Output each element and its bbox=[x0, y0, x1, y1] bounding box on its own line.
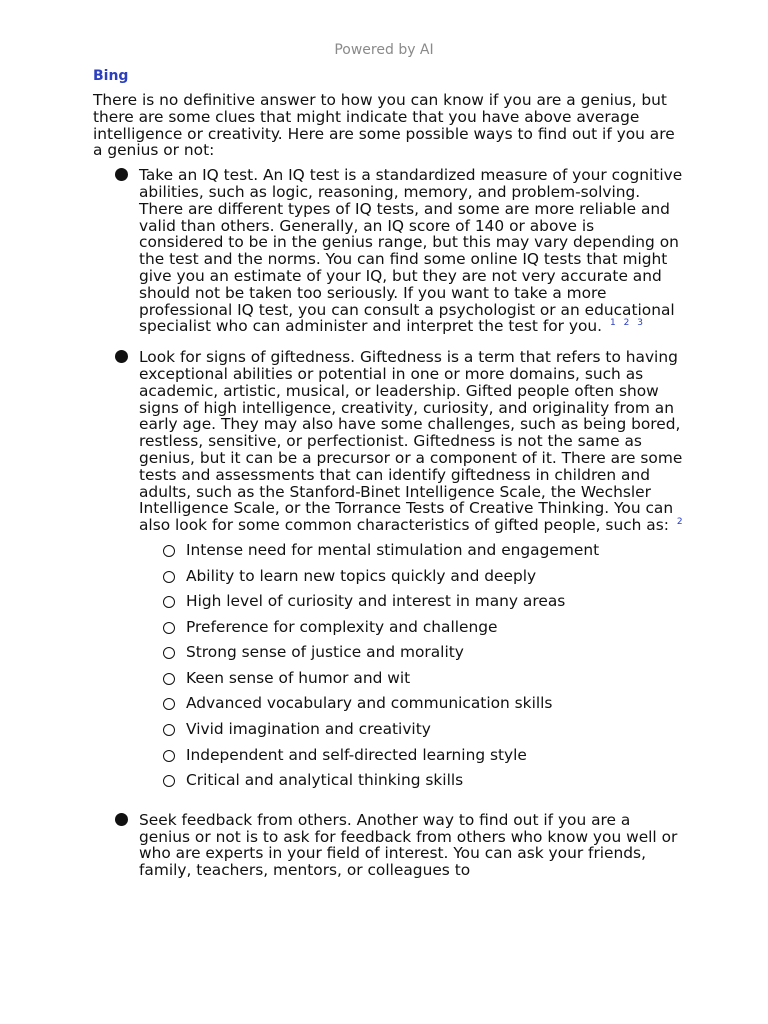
citation-link[interactable]: 2 bbox=[676, 517, 683, 527]
list-item bbox=[93, 349, 683, 798]
intro-paragraph: There is no definitive answer to how you can know if you are a genius, but there are some clues that might indicate that you have above average intelligence or creativity. Here are some possible ways to find out if you are a genius or not: bbox=[93, 91, 675, 160]
sub-list-item-text: Keen sense of humor and wit bbox=[186, 668, 411, 687]
sub-list-item bbox=[139, 568, 683, 594]
hollow-bullet-icon bbox=[163, 571, 175, 583]
hollow-bullet-icon bbox=[163, 647, 175, 659]
hollow-bullet-icon bbox=[163, 545, 175, 557]
list-item-text: Take an IQ test. An IQ test is a standardized measure of your cognitive abilities, such as logic, reasoning, memory, and problem-solving. There are different types of IQ tests, and some are more reliable and valid than others. Generally, an IQ score of 140 or above is considered to be in the genius range, but this may vary depending on the test and the norms. You can find some online IQ tests that might give you an estimate of your IQ, but they are not very accurate and should not be taken too seriously. If you want to take a more professional IQ test, you can consult a psychologist or an educational specialist who can administer and interpret the test for you. bbox=[139, 166, 683, 336]
hollow-bullet-icon bbox=[163, 698, 175, 710]
answer-body bbox=[93, 92, 683, 893]
citation-link[interactable]: 2 bbox=[623, 318, 630, 329]
list-item bbox=[93, 167, 683, 335]
hollow-bullet-icon bbox=[163, 724, 175, 736]
sub-list-item bbox=[139, 695, 683, 721]
sub-list-item bbox=[139, 670, 683, 696]
hollow-bullet-icon bbox=[163, 673, 175, 685]
sub-list-item-text: Intense need for mental stimulation and engagement bbox=[186, 540, 600, 559]
sub-list-item bbox=[139, 542, 683, 568]
sub-list-item bbox=[139, 747, 683, 773]
list-item bbox=[93, 812, 683, 879]
bullet-icon bbox=[115, 350, 128, 363]
sub-list-item-text: Independent and self-directed learning style bbox=[186, 745, 527, 764]
hollow-bullet-icon bbox=[163, 622, 175, 634]
sub-list-item bbox=[139, 593, 683, 619]
sub-list-item bbox=[139, 644, 683, 670]
sub-list-item bbox=[139, 721, 683, 747]
main-list bbox=[93, 167, 683, 879]
citation-link[interactable]: 1 bbox=[609, 318, 616, 329]
sub-list-item-text: Advanced vocabulary and communication skills bbox=[186, 694, 553, 713]
sub-list-item bbox=[139, 772, 683, 798]
sub-list-item bbox=[139, 619, 683, 645]
sub-list bbox=[139, 542, 683, 798]
list-item-text: Seek feedback from others. Another way to find out if you are a genius or not is to ask for feedback from others who know you well or who are experts in your field of interest. You can ask your friends, family, teachers, mentors, or colleagues to bbox=[139, 810, 678, 880]
sub-list-item-text: Vivid imagination and creativity bbox=[186, 720, 431, 739]
powered-by-label: Powered by AI bbox=[334, 42, 434, 58]
hollow-bullet-icon bbox=[163, 775, 175, 787]
bullet-icon bbox=[115, 813, 128, 826]
hollow-bullet-icon bbox=[163, 596, 175, 608]
list-item-text: Look for signs of giftedness. Giftedness is a term that refers to having exceptional abilities or potential in one or more domains, such as academic, artistic, musical, or leadership. Gifted people often show signs of high intelligence, creativity, curiosity, and originality from an early age. They may also have some challenges, such as being bored, restless, sensitive, or perfectionist. Giftedness is not the same as genius, but it can be a precursor or a component of it. There are some tests and assessments that can identify giftedness in children and adults, such as the Stanford-Binet Intelligence Scale, the Wechsler Intelligence Scale, or the Torrance Tests of Creative Thinking. You can also look for some common characteristics of gifted people, such as: bbox=[139, 348, 683, 535]
sub-list-item-text: High level of curiosity and interest in many areas bbox=[186, 592, 566, 611]
sub-list-item-text: Strong sense of justice and morality bbox=[186, 643, 464, 662]
bullet-icon bbox=[115, 168, 128, 181]
sub-list-item-text: Critical and analytical thinking skills bbox=[186, 771, 464, 790]
hollow-bullet-icon bbox=[163, 750, 175, 762]
source-label: Bing bbox=[93, 68, 129, 84]
citation-link[interactable]: 3 bbox=[637, 318, 643, 329]
sub-list-item-text: Preference for complexity and challenge bbox=[186, 617, 498, 636]
sub-list-item-text: Ability to learn new topics quickly and deeply bbox=[186, 566, 537, 585]
